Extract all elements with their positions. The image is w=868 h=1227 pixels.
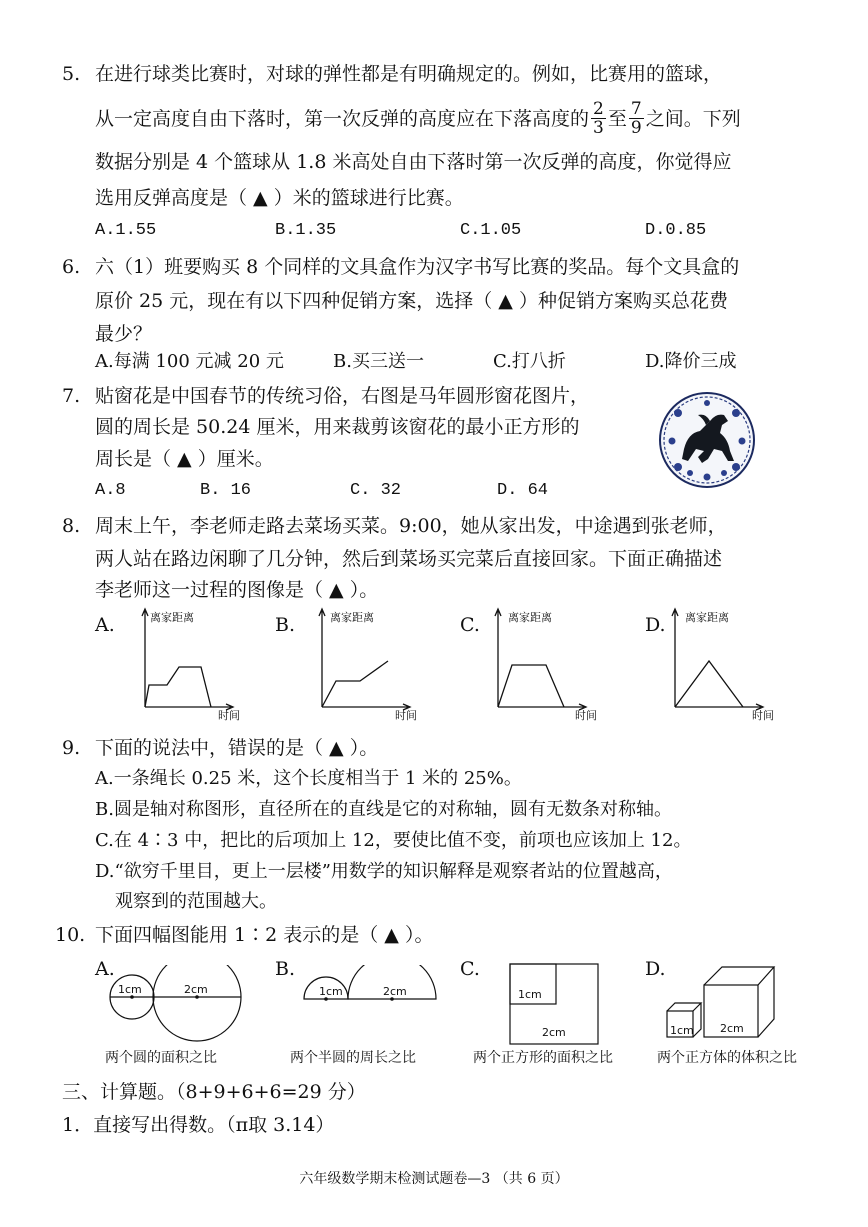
q10-fig-d-caption: 两个正方体的体积之比 (657, 1050, 797, 1066)
q5-line1: 在进行球类比赛时，对球的弹性都是有明确规定的。例如，比赛用的篮球， (95, 63, 723, 85)
q7-line3: 周长是（ ▲ ）厘米。 (95, 448, 274, 470)
q10-fig-d-small-label: 1cm (670, 1024, 694, 1037)
q8-graph-b-label: B. (275, 614, 296, 636)
q10-fig-a-label: A. (95, 958, 115, 980)
q10-fig-c-label: C. (460, 958, 480, 980)
q5-option-d: D.0.85 (645, 221, 707, 240)
q8-number: 8. (62, 515, 81, 537)
q8-graph-d-xlabel: 时间 (752, 709, 774, 722)
q10-line1: 下面四幅图能用 1∶2 表示的是（ ▲ ）。 (95, 924, 434, 946)
q6-option-a: A.每满 100 元减 20 元 (95, 351, 284, 372)
q10-fig-c-big-label: 2cm (542, 1026, 566, 1039)
q5-option-b: B.1.35 (275, 221, 337, 240)
q10-fig-a-caption: 两个圆的面积之比 (105, 1050, 217, 1066)
q10-fig-c-caption: 两个正方形的面积之比 (473, 1050, 613, 1066)
q5-fraction-2-3 (591, 100, 606, 137)
q6-line3: 最少？ (95, 323, 153, 345)
q7-option-a: A.8 (95, 481, 126, 500)
q6-option-b: B.买三送一 (333, 351, 424, 372)
q8-graph-b-ylabel: 离家距离 (330, 611, 374, 624)
q9-line1: 下面的说法中，错误的是（ ▲ ）。 (95, 737, 379, 759)
q8-line3: 李老师这一过程的图像是（ ▲ ）。 (95, 579, 379, 601)
q7-line2: 圆的周长是 50.24 厘米，用来裁剪该窗花的最小正方形的 (95, 416, 580, 438)
q10-fig-b-big-label: 2cm (383, 985, 407, 998)
q8-graph-a-label: A. (95, 614, 115, 636)
q6-line2: 原价 25 元，现在有以下四种促销方案，选择（ ▲ ）种促销方案购买总花费 (95, 290, 728, 312)
q7-option-b: B. 16 (200, 481, 252, 500)
q5-line4: 选用反弹高度是（ ▲ ）米的篮球进行比赛。 (95, 187, 464, 209)
fraction-denominator: 9 (630, 118, 642, 138)
section-3-title: 三、计算题。（8+9+6+6=29 分） (62, 1081, 366, 1103)
q8-graph-b-xlabel: 时间 (395, 709, 417, 722)
q9-option-d-line1: D.“欲穷千里目，更上一层楼”用数学的知识解释是观察者站的位置越高， (95, 861, 673, 882)
q5-line2-mid: 至 (607, 107, 627, 130)
q5-option-a: A.1.55 (95, 221, 157, 240)
q8-graph-d-ylabel: 离家距离 (685, 611, 729, 624)
q5-line2-post: 之间。下列 (645, 107, 741, 130)
q10-number: 10. (55, 924, 86, 946)
q6-option-d: D.降价三成 (645, 351, 737, 372)
q5-fraction-7-9 (629, 100, 644, 137)
page-footer: 六年级数学期末检测试题卷—3 （共 6 页） (299, 1171, 569, 1187)
fraction-numerator: 7 (630, 99, 642, 119)
q6-line1: 六（1）班要购买 8 个同样的文具盒作为汉字书写比赛的奖品。每个文具盒的 (95, 256, 740, 278)
q7-line1: 贴窗花是中国春节的传统习俗，右图是马年圆形窗花图片， (95, 385, 590, 407)
q8-line1: 周末上午，李老师走路去菜场买菜。9:00，她从家出发，中途遇到张老师， (95, 515, 727, 537)
fraction-denominator: 3 (593, 118, 604, 138)
q8-graph-c-xlabel: 时间 (575, 709, 597, 722)
q10-fig-a-big-label: 2cm (184, 983, 208, 996)
q10-fig-d-big-label: 2cm (720, 1022, 744, 1035)
q9-number: 9. (62, 737, 81, 759)
q10-fig-a-small-label: 1cm (118, 983, 142, 996)
q8-graph-c-ylabel: 离家距离 (508, 611, 552, 624)
q10-fig-b-small-label: 1cm (319, 985, 343, 998)
q7-option-d: D. 64 (497, 481, 549, 500)
q8-graph-a-xlabel: 时间 (218, 709, 240, 722)
q6-number: 6. (62, 256, 81, 278)
section-3-q1: 1．直接写出得数。（π取 3.14） (62, 1114, 335, 1136)
q9-option-c: C.在 4∶3 中，把比的后项加上 12，要使比值不变，前项也应该加上 12。 (95, 830, 692, 851)
q5-option-c: C.1.05 (460, 221, 522, 240)
window-flower-image (658, 391, 756, 489)
q9-option-a: A.一条绳长 0.25 米，这个长度相当于 1 米的 25%。 (95, 768, 522, 789)
q10-fig-b-label: B. (275, 958, 296, 980)
q8-graph-a-ylabel: 离家距离 (150, 611, 194, 624)
q7-number: 7. (62, 385, 81, 407)
q10-fig-c-small-label: 1cm (518, 988, 542, 1001)
q7-option-c: C. 32 (350, 481, 402, 500)
q8-graph-c-label: C. (460, 614, 480, 636)
q6-option-c: C.打八折 (493, 351, 566, 372)
q10-fig-a (105, 965, 255, 1045)
q5-line2 (95, 100, 741, 137)
q9-option-b: B.圆是轴对称图形，直径所在的直线是它的对称轴，圆有无数条对称轴。 (95, 799, 672, 820)
q10-fig-d-label: D. (645, 958, 666, 980)
q9-option-d-line2: 观察到的范围越大。 (115, 891, 277, 912)
q5-number: 5. (62, 63, 81, 85)
q5-line3: 数据分别是 4 个篮球从 1.8 米高处自由下落时第一次反弹的高度，你觉得应 (95, 151, 732, 173)
q10-fig-b-caption: 两个半圆的周长之比 (290, 1050, 416, 1066)
q8-line2: 两人站在路边闲聊了几分钟，然后到菜场买完菜后直接回家。下面正确描述 (95, 548, 723, 570)
q8-graph-d-label: D. (645, 614, 666, 636)
fraction-numerator: 2 (593, 99, 604, 119)
q5-line2-pre: 从一定高度自由下落时，第一次反弹的高度应在下落高度的 (95, 107, 590, 130)
